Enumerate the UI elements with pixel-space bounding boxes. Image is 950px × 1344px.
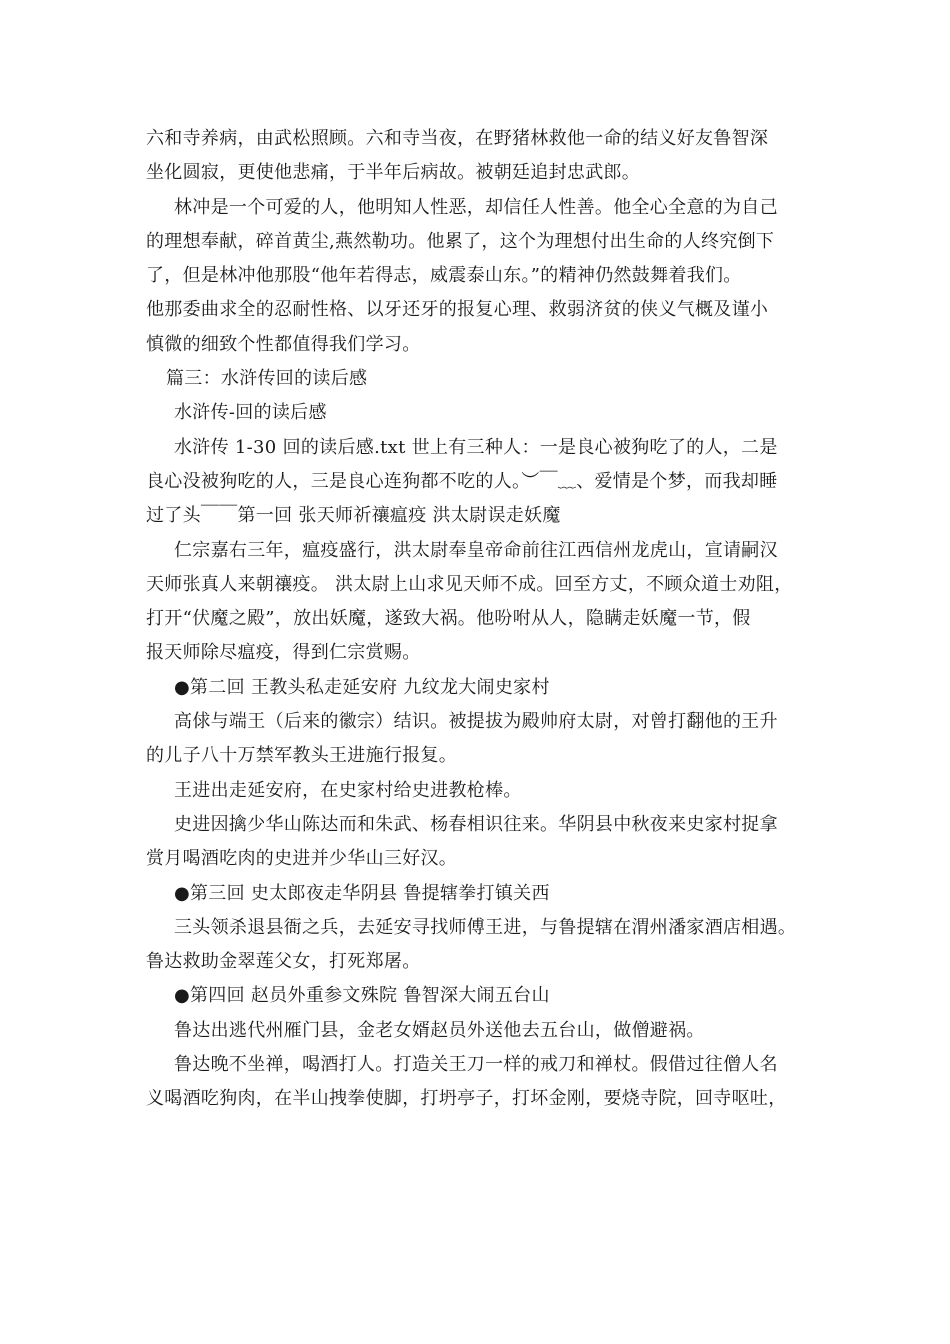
text-line: 仁宗嘉右三年，瘟疫盛行，洪太尉奉皇帝命前往江西信州龙虎山，宣请嗣汉 (174, 539, 778, 561)
text-line: 王进出走延安府，在史家村给史进教枪棒。 (174, 779, 522, 801)
text-line: 高俅与端王（后来的徽宗）结识。被提拔为殿帅府太尉，对曾打翻他的王升 (174, 711, 778, 733)
chapter-heading: ●第四回 赵员外重参文殊院 鲁智深大闹五台山 (174, 985, 550, 1007)
text-line: 打开“伏魔之殿”，放出妖魔，遂致大祸。他吩咐从人，隐瞒走妖魔一节，假 (146, 608, 751, 630)
text-line: 他那委曲求全的忍耐性格、以牙还牙的报复心理、救弱济贫的侠义气概及谨小 (146, 299, 769, 321)
text-line: 鲁达晚不坐禅，喝酒打人。打造关王刀一样的戒刀和禅杖。假借过往僧人名 (174, 1054, 778, 1076)
text-line: 了，但是林冲他那股“他年若得志，威震泰山东。”的精神仍然鼓舞着我们。 (146, 265, 742, 287)
text-line: 良心没被狗吃的人，三是良心连狗都不吃的人。︶￣﹏、爱情是个梦，而我却睡 (146, 470, 778, 492)
section-heading: 篇三：水浒传回的读后感 (166, 368, 368, 390)
text-line: 赏月喝酒吃肉的史进并少华山三好汉。 (146, 848, 458, 870)
text-line: 史进因擒少华山陈达而和朱武、杨春相识往来。华阴县中秋夜来史家村捉拿 (174, 813, 778, 835)
text-line: 天师张真人来朝禳疫。 洪太尉上山求见天师不成。回至方丈，不顾众道士劝阻， (146, 573, 793, 595)
text-line: 鲁达救助金翠莲父女，打死郑屠。 (146, 951, 421, 973)
text-line: 的儿子八十万禁军教头王进施行报复。 (146, 745, 458, 767)
text-line: 义喝酒吃狗肉，在半山拽拳使脚，打坍亭子，打坏金刚，要烧寺院，回寺呕吐， (146, 1088, 787, 1110)
text-line: 报天师除尽瘟疫，得到仁宗赏赐。 (146, 642, 421, 664)
text-line: 林冲是一个可爱的人，他明知人性恶，却信任人性善。他全心全意的为自己 (174, 196, 778, 218)
chapter-heading: ●第三回 史太郎夜走华阴县 鲁提辖拳打镇关西 (174, 882, 550, 904)
text-line: 慎微的细致个性都值得我们学习。 (146, 333, 421, 355)
text-line: 三头领杀退县衙之兵，去延安寻找师傅王进，与鲁提辖在渭州潘家酒店相遇。 (174, 916, 797, 938)
text-line: 的理想奉献，碎首黄尘,燕然勒功。他累了，这个为理想付出生命的人终究倒下 (146, 230, 775, 252)
text-line: 鲁达出逃代州雁门县，金老女婿赵员外送他去五台山，做僧避祸。 (174, 1019, 705, 1041)
chapter-heading: ●第二回 王教头私走延安府 九纹龙大闹史家村 (174, 676, 550, 698)
text-line: 水浒传 1-30 回的读后感.txt 世上有三种人：一是良心被狗吃了的人，二是 (174, 436, 778, 458)
text-line: 六和寺养病，由武松照顾。六和寺当夜，在野猪林救他一命的结义好友鲁智深 (146, 128, 769, 149)
text-line: 坐化圆寂，更使他悲痛，于半年后病故。被朝廷追封忠武郎。 (146, 162, 641, 184)
article-title: 水浒传-回的读后感 (174, 402, 327, 424)
body-text (146, 122, 836, 1117)
chapter-heading: 过了头￣￣第一回 张天师祈禳瘟疫 洪太尉误走妖魔 (146, 505, 561, 527)
